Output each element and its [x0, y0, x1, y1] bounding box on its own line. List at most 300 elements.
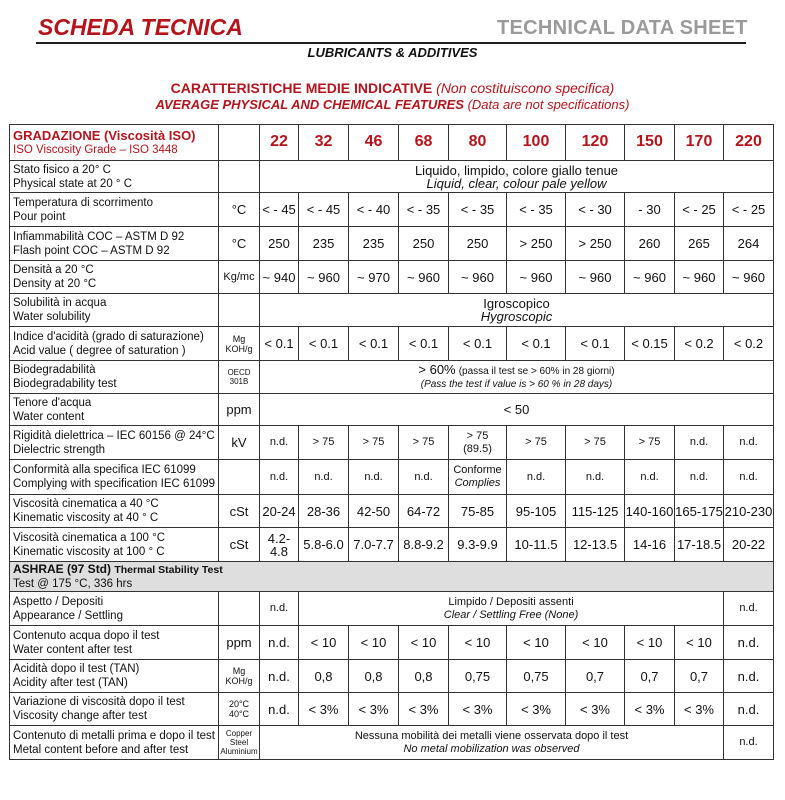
biodeg-parameter	[10, 361, 219, 394]
dielectric-value: > 75	[412, 436, 435, 448]
biodeg-unit2: 301B	[229, 377, 249, 386]
appearance-first: n.d.	[269, 602, 289, 614]
density-cell-100	[507, 261, 566, 294]
visc100-value: 9.3-9.9	[457, 537, 498, 552]
appearance-value-en: Clear / Settling Free (None)	[443, 608, 579, 621]
acid-cell-80	[449, 327, 507, 361]
pour-cell-22	[260, 193, 299, 227]
features-english-title: AVERAGE PHYSICAL AND CHEMICAL FEATURES	[155, 97, 464, 112]
grade-number: 150	[636, 133, 663, 150]
visc100-value: 8.8-9.2	[403, 537, 444, 552]
appearance-value	[299, 592, 724, 626]
iec-cell-46	[349, 460, 399, 495]
visc40-cell-220	[724, 495, 774, 528]
metals-unit1: Copper	[225, 729, 253, 738]
state-label-it: Stato fisico a 20° C	[13, 163, 111, 176]
iec-value: n.d.	[640, 470, 659, 483]
visc100-cell-120	[566, 528, 625, 562]
grade-col-170	[675, 125, 724, 161]
biodeg-unit1: OECD	[227, 368, 251, 377]
acid-after-value: n.d.	[737, 668, 760, 684]
acid-value: < 0.2	[733, 336, 764, 351]
metals-cell-220	[724, 726, 774, 760]
dielectric-cell-150	[625, 426, 675, 460]
visc-change-label-en: Viscosity change after test	[13, 710, 148, 722]
visc-change-parameter	[10, 693, 219, 726]
iec-cell-100	[507, 460, 566, 495]
water-after-unit-text: ppm	[226, 635, 252, 650]
flash-cell-32	[299, 227, 349, 261]
flash-cell-46	[349, 227, 399, 261]
pour-value: < - 25	[731, 202, 766, 217]
metals-unit	[219, 726, 260, 760]
acid-after-cell-46	[349, 660, 399, 693]
unit-header-cell	[219, 125, 260, 161]
metals-row	[10, 726, 774, 760]
density-value: ~ 960	[578, 269, 612, 285]
grade-number: 220	[735, 133, 762, 150]
density-value: ~ 960	[633, 269, 666, 285]
visc-change-cell-220	[724, 693, 774, 726]
metals-value	[260, 726, 724, 760]
visc100-row	[10, 528, 774, 562]
dielectric-cell-32	[299, 426, 349, 460]
acid-after-row	[10, 660, 774, 693]
visc-change-value: < 3%	[408, 701, 439, 717]
acid-after-cell-68	[399, 660, 449, 693]
ashrae-row	[10, 562, 774, 592]
visc-change-cell-150	[625, 693, 675, 726]
visc-change-cell-22	[260, 693, 299, 726]
iec-cell-80	[449, 460, 507, 495]
visc100-value: 12-13.5	[572, 537, 618, 552]
visc40-cell-68	[399, 495, 449, 528]
water-label-en: Water content	[13, 410, 85, 423]
density-value: ~ 970	[357, 269, 390, 285]
visc-change-value: n.d.	[737, 701, 760, 717]
iec-value: n.d.	[314, 470, 333, 483]
flash-cell-150	[625, 227, 675, 261]
density-row	[10, 261, 774, 294]
flash-value: 235	[312, 236, 335, 251]
visc100-cell-22	[260, 528, 299, 562]
acid-after-value: 0,75	[523, 668, 549, 684]
water-after-cell-80	[449, 626, 507, 660]
features-english	[0, 97, 785, 112]
acid-cell-170	[675, 327, 724, 361]
grade-row	[10, 125, 774, 161]
visc100-cell-68	[399, 528, 449, 562]
iec-parameter	[10, 460, 219, 495]
visc40-value: 28-36	[306, 503, 341, 519]
pour-value: < - 30	[578, 202, 612, 217]
acid-after-cell-120	[566, 660, 625, 693]
visc-change-cell-68	[399, 693, 449, 726]
pour-label-en: Pour point	[13, 210, 66, 223]
iec-value: n.d.	[585, 470, 605, 483]
pour-cell-150	[625, 193, 675, 227]
visc100-cell-220	[724, 528, 774, 562]
flash-cell-120	[566, 227, 625, 261]
dielectric-value: > 75	[584, 436, 606, 448]
iec-row	[10, 460, 774, 495]
visc40-cell-80	[449, 495, 507, 528]
flash-unit	[219, 227, 260, 261]
acid-after-value: 0,8	[364, 668, 383, 684]
water-label-it: Tenore d'acqua	[13, 396, 92, 409]
header-rule	[36, 42, 746, 44]
visc100-value: 10-11.5	[514, 537, 558, 552]
features-italian-title: CARATTERISTICHE MEDIE INDICATIVE	[170, 80, 433, 96]
visc100-cell-80	[449, 528, 507, 562]
dielectric-value: > 75	[362, 436, 385, 448]
water-after-cell-46	[349, 626, 399, 660]
acid-unit2: KOH/g	[225, 343, 253, 354]
dielectric-cell-100	[507, 426, 566, 460]
water-after-row	[10, 626, 774, 660]
acid-after-value: 0,7	[640, 668, 659, 684]
metals-label-it: Contenuto di metalli prima e dopo il test	[13, 729, 215, 742]
solubility-value	[260, 294, 774, 327]
flash-label-it: Infiammabilità COC – ASTM D 92	[13, 230, 185, 243]
visc-change-label-it: Variazione di viscosità dopo il test	[13, 696, 185, 708]
flash-cell-170	[675, 227, 724, 261]
water-after-value: < 10	[636, 635, 663, 650]
biodeg-value	[260, 361, 774, 394]
dielectric-value: n.d.	[739, 436, 758, 448]
pour-cell-100	[507, 193, 566, 227]
visc-change-row	[10, 693, 774, 726]
ashrae-title-small: Thermal Stability Test	[114, 564, 223, 576]
pour-cell-120	[566, 193, 625, 227]
density-value: ~ 960	[732, 269, 765, 285]
iec-cell-32	[299, 460, 349, 495]
visc100-parameter	[10, 528, 219, 562]
visc100-label-it: Viscosità cinematica a 100 °C	[13, 531, 166, 544]
acid-row	[10, 327, 774, 361]
acid-after-label-it: Acidità dopo il test (TAN)	[13, 663, 140, 675]
visc-change-cell-170	[675, 693, 724, 726]
ashrae-header	[10, 562, 774, 592]
flash-value: 235	[362, 236, 385, 251]
grade-col-22	[260, 125, 299, 161]
visc100-value: 7.0-7.7	[353, 537, 394, 552]
dielectric-cell-68	[399, 426, 449, 460]
water-after-cell-22	[260, 626, 299, 660]
flash-label-en: Flash point COC – ASTM D 92	[13, 244, 170, 257]
water-after-value: < 10	[360, 635, 387, 650]
flash-cell-68	[399, 227, 449, 261]
iec-value: n.d.	[739, 470, 758, 483]
pour-parameter	[10, 193, 219, 227]
grade-number: 32	[314, 133, 333, 150]
water-after-value: n.d.	[737, 635, 760, 650]
grade-col-32	[299, 125, 349, 161]
features-italian-note: (Non costituiscono specifica)	[436, 80, 615, 96]
iec-cell-68	[399, 460, 449, 495]
flash-cell-80	[449, 227, 507, 261]
acid-value: < 0.1	[580, 336, 610, 351]
visc-change-value: < 3%	[684, 701, 714, 717]
acid-after-value: 0,75	[464, 668, 491, 684]
visc40-unit	[219, 495, 260, 528]
visc-change-unit1: 20°C	[228, 699, 250, 709]
title-italian: SCHEDA TECNICA	[38, 14, 243, 40]
water-after-label-it: Contenuto acqua dopo il test	[13, 629, 160, 642]
appearance-value-it: Limpido / Depositi assenti	[448, 595, 574, 608]
dielectric-cell-80	[449, 426, 507, 460]
features-english-note: (Data are not specifications)	[467, 97, 630, 112]
pour-value: < - 45	[262, 202, 296, 217]
dielectric-value: > 75	[312, 436, 335, 448]
grade-col-150	[625, 125, 675, 161]
grade-col-46	[349, 125, 399, 161]
pour-value: < - 40	[356, 202, 391, 217]
acid-after-unit	[219, 660, 260, 693]
iec-unit	[219, 460, 260, 495]
acid-value: < 0.1	[358, 336, 389, 351]
appearance-last: n.d.	[739, 602, 758, 614]
visc40-value: 75-85	[460, 503, 495, 519]
flash-parameter	[10, 227, 219, 261]
acid-unit1: Mg	[232, 333, 246, 344]
visc-change-cell-80	[449, 693, 507, 726]
iec-value: n.d.	[414, 470, 433, 483]
iec-value: n.d.	[364, 470, 383, 483]
metals-value-en: No metal mobilization was observed	[403, 742, 580, 755]
grade-number: 22	[270, 133, 288, 150]
water-parameter	[10, 394, 219, 426]
visc100-cell-170	[675, 528, 724, 562]
acid-after-unit1: Mg	[232, 666, 246, 676]
acid-value: < 0.2	[684, 336, 714, 351]
visc100-unit	[219, 528, 260, 562]
visc40-value: 42-50	[356, 503, 391, 519]
iec-cell-22	[260, 460, 299, 495]
dielectric-row	[10, 426, 774, 460]
visc40-value: 140-160	[625, 503, 674, 519]
flash-value: 250	[412, 236, 435, 251]
acid-after-value: 0,7	[689, 668, 709, 684]
pour-cell-68	[399, 193, 449, 227]
appearance-label-en: Appearance / Settling	[13, 609, 123, 622]
appearance-parameter	[10, 592, 219, 626]
water-after-value: < 10	[686, 635, 712, 650]
density-value: ~ 960	[682, 269, 716, 285]
density-cell-170	[675, 261, 724, 294]
visc-change-unit	[219, 693, 260, 726]
flash-value: 264	[737, 236, 760, 251]
flash-cell-100	[507, 227, 566, 261]
visc-change-cell-100	[507, 693, 566, 726]
acid-parameter	[10, 327, 219, 361]
acid-cell-120	[566, 327, 625, 361]
grade-col-100	[507, 125, 566, 161]
acid-value: < 0.1	[264, 336, 294, 351]
visc-change-value: < 3%	[308, 701, 339, 717]
biodeg-unit	[219, 361, 260, 394]
visc40-label-it: Viscosità cinematica a 40 °C	[13, 498, 159, 510]
flash-value: 260	[638, 236, 661, 251]
pour-cell-170	[675, 193, 724, 227]
grade-col-120	[566, 125, 625, 161]
state-value-en: Liquid, clear, colour pale yellow	[426, 175, 607, 191]
appearance-cell-220	[724, 592, 774, 626]
metals-unit2: Steel	[229, 738, 249, 747]
visc40-value: 115-125	[571, 503, 619, 519]
visc-change-cell-46	[349, 693, 399, 726]
flash-row	[10, 227, 774, 261]
density-unit-text: Kg/mc	[223, 270, 255, 283]
water-after-cell-150	[625, 626, 675, 660]
flash-value: > 250	[578, 236, 612, 251]
water-after-value: < 10	[410, 635, 437, 650]
iec-value: Conforme	[453, 464, 502, 476]
iec-cell-220	[724, 460, 774, 495]
density-value: ~ 960	[461, 269, 494, 285]
metals-parameter	[10, 726, 219, 760]
visc40-value: 95-105	[515, 503, 557, 519]
solubility-value-it: Igroscopico	[483, 296, 550, 311]
pour-value: < - 25	[682, 202, 716, 217]
visc-change-value: < 3%	[634, 701, 665, 717]
visc100-cell-32	[299, 528, 349, 562]
pour-row	[10, 193, 774, 227]
solubility-parameter	[10, 294, 219, 327]
acid-after-parameter	[10, 660, 219, 693]
water-after-value: n.d.	[268, 635, 290, 650]
visc40-cell-120	[566, 495, 625, 528]
iec-value: n.d.	[526, 470, 546, 483]
acid-after-cell-220	[724, 660, 774, 693]
water-unit	[219, 394, 260, 426]
iec-cell-170	[675, 460, 724, 495]
ashrae-sub: Test @ 175 °C, 336 hrs	[13, 578, 133, 590]
technical-data-table	[9, 124, 774, 760]
water-value-text: < 50	[503, 402, 530, 417]
visc40-row	[10, 495, 774, 528]
acid-after-value: 0,8	[314, 668, 333, 684]
dielectric-cell-170	[675, 426, 724, 460]
acid-after-label-en: Acidity after test (TAN)	[13, 677, 128, 689]
visc-change-value: < 3%	[521, 701, 551, 717]
solubility-label-it: Solubilità in acqua	[13, 297, 107, 309]
water-after-cell-68	[399, 626, 449, 660]
water-unit-text: ppm	[226, 402, 252, 417]
iec-value: n.d.	[689, 470, 709, 483]
density-value: ~ 960	[407, 269, 440, 285]
visc100-value: 14-16	[632, 537, 667, 552]
visc100-value: 17-18.5	[676, 537, 722, 552]
acid-after-value: n.d.	[268, 668, 290, 684]
iec-cell-150	[625, 460, 675, 495]
flash-cell-22	[260, 227, 299, 261]
acid-cell-68	[399, 327, 449, 361]
grade-number: 46	[364, 133, 383, 150]
iec-sub: Complies	[454, 477, 501, 489]
grade-col-220	[724, 125, 774, 161]
biodeg-main-note: (passa il test se > 60% in 28 giorni)	[458, 366, 615, 377]
water-after-value: < 10	[310, 635, 337, 650]
visc-change-value: < 3%	[580, 701, 610, 717]
state-parameter	[10, 161, 219, 193]
visc40-value: 20-24	[262, 503, 296, 519]
density-cell-46	[349, 261, 399, 294]
density-unit	[219, 261, 260, 294]
water-after-value: < 10	[523, 635, 549, 650]
pour-label-it: Temperatura di scorrimento	[13, 196, 153, 209]
density-parameter	[10, 261, 219, 294]
iec-label-en: Complying with specification IEC 61099	[13, 478, 215, 490]
subtitle: LUBRICANTS & ADDITIVES	[307, 45, 478, 60]
pour-unit	[219, 193, 260, 227]
visc40-unit-text: cSt	[229, 503, 249, 519]
visc-change-cell-120	[566, 693, 625, 726]
appearance-cell-22	[260, 592, 299, 626]
visc-change-value: < 3%	[358, 701, 389, 717]
visc40-cell-170	[675, 495, 724, 528]
visc40-cell-150	[625, 495, 675, 528]
water-value	[260, 394, 774, 426]
pour-cell-46	[349, 193, 399, 227]
acid-after-value: 0,8	[414, 668, 433, 684]
solubility-label-en: Water solubility	[13, 311, 91, 323]
acid-value: < 0.1	[408, 336, 439, 351]
visc100-value: 20-22	[731, 537, 766, 552]
pour-cell-80	[449, 193, 507, 227]
pour-value: < - 35	[460, 202, 495, 217]
dielectric-value: > 75	[638, 436, 661, 448]
visc-change-value: n.d.	[268, 701, 290, 717]
acid-after-cell-80	[449, 660, 507, 693]
dielectric-value: n.d.	[269, 436, 289, 448]
acid-cell-220	[724, 327, 774, 361]
pour-value: < - 35	[519, 202, 553, 217]
grade-number: 80	[468, 133, 487, 150]
pour-value: < - 45	[306, 202, 341, 217]
state-value	[260, 161, 774, 193]
visc40-cell-22	[260, 495, 299, 528]
water-after-unit	[219, 626, 260, 660]
visc-change-unit2: 40°C	[228, 709, 250, 719]
flash-value: > 250	[519, 236, 553, 251]
acid-value: < 0.1	[521, 336, 551, 351]
biodeg-row	[10, 361, 774, 394]
grade-subtitle: ISO Viscosity Grade – ISO 3448	[13, 143, 178, 156]
flash-value: 250	[466, 236, 489, 251]
visc40-parameter	[10, 495, 219, 528]
visc100-unit-text: cSt	[229, 537, 249, 552]
flash-cell-220	[724, 227, 774, 261]
dielectric-value: n.d.	[689, 436, 709, 448]
visc-change-cell-32	[299, 693, 349, 726]
water-after-label-en: Water content after test	[13, 643, 133, 656]
appearance-row	[10, 592, 774, 626]
density-cell-120	[566, 261, 625, 294]
acid-cell-150	[625, 327, 675, 361]
acid-value: < 0.1	[308, 336, 339, 351]
grade-number: 120	[581, 133, 609, 150]
water-after-cell-170	[675, 626, 724, 660]
acid-after-value: 0,7	[585, 668, 605, 684]
dielectric-cell-22	[260, 426, 299, 460]
visc100-value: 4.2-4.8	[267, 530, 291, 559]
iec-cell-120	[566, 460, 625, 495]
acid-value: < 0.15	[631, 336, 668, 351]
flash-unit-text: °C	[231, 236, 247, 251]
biodeg-main: > 60%	[418, 362, 456, 377]
water-after-parameter	[10, 626, 219, 660]
